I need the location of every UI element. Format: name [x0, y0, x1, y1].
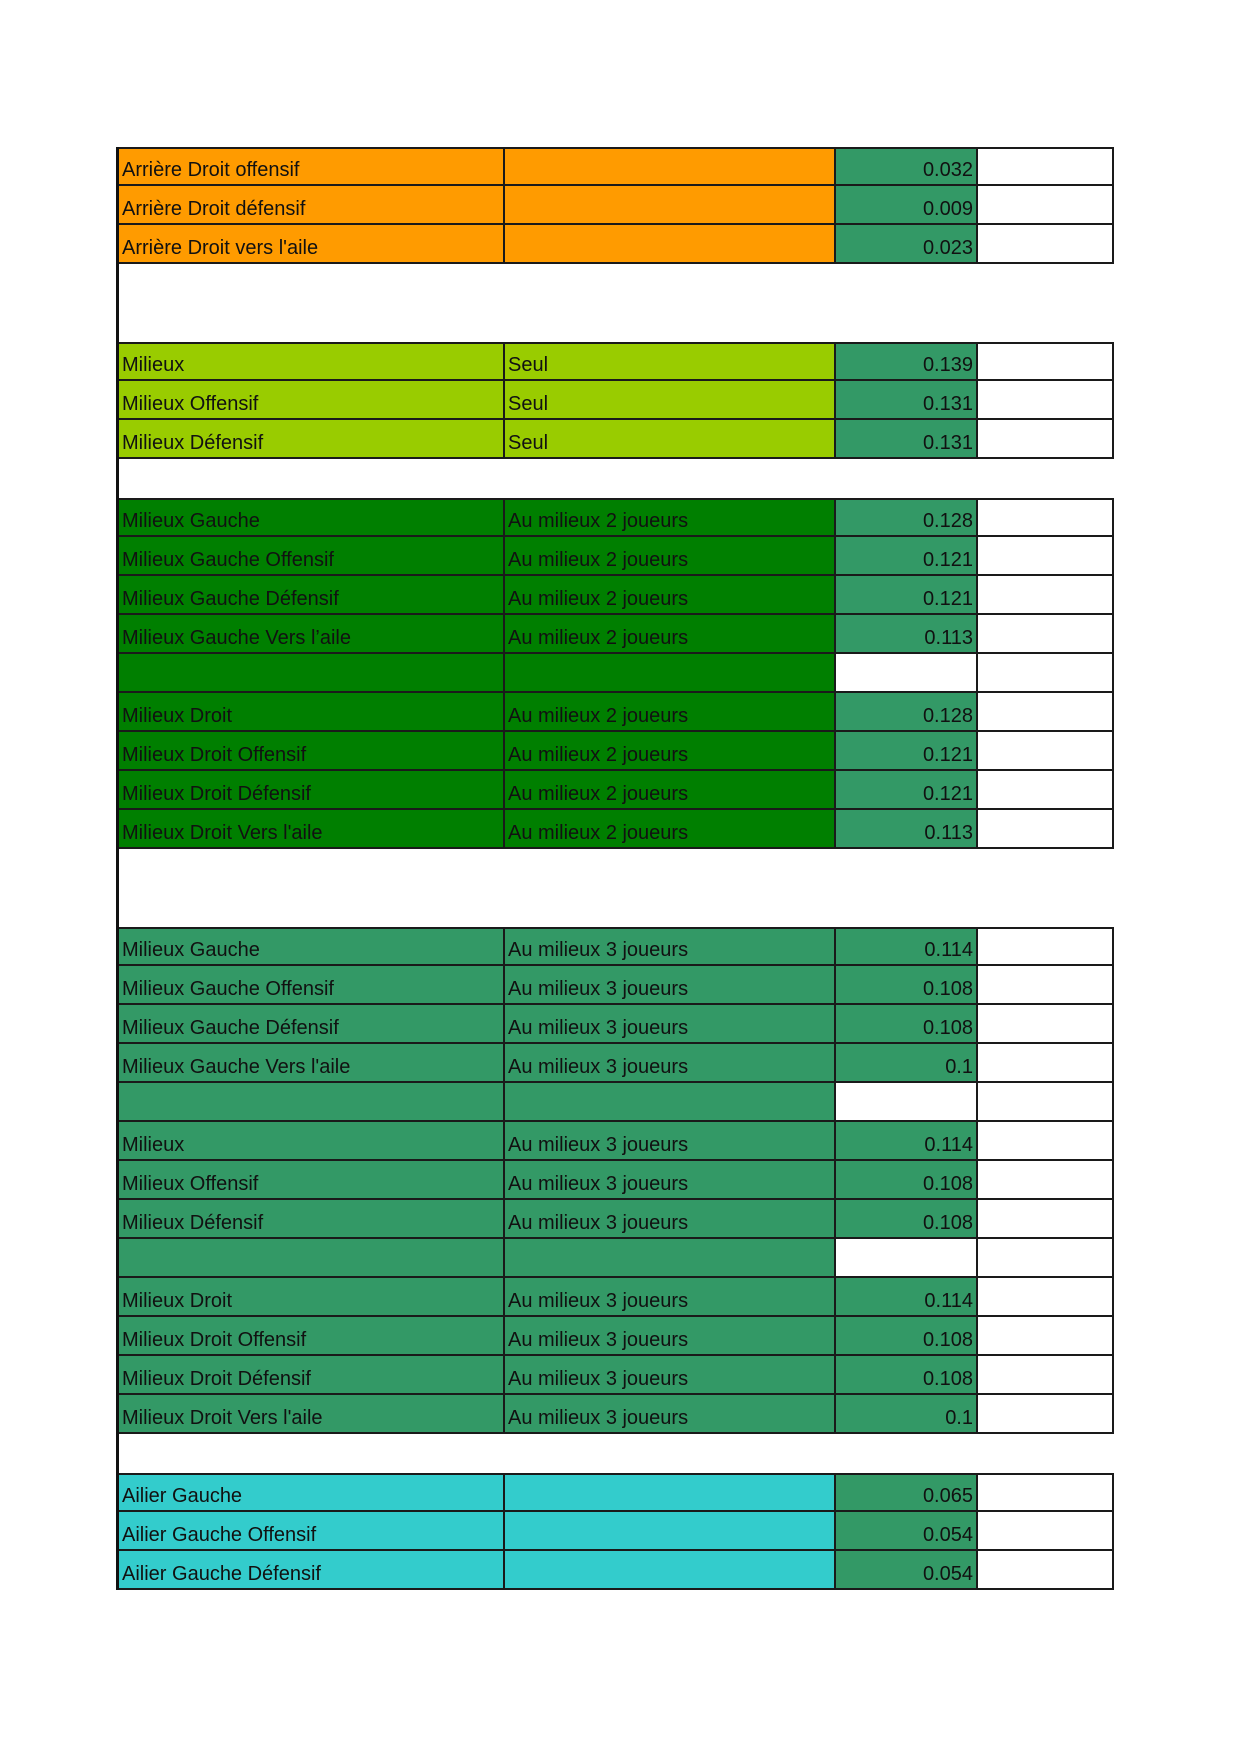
- table-row: [119, 537, 1114, 576]
- cell-valeur[interactable]: 0.009: [836, 186, 978, 223]
- cell-valeur[interactable]: 0.108: [836, 1161, 978, 1198]
- section-milieux-seul: [119, 342, 1114, 459]
- cell-condition[interactable]: Au milieux 3 joueurs: [505, 1122, 836, 1159]
- cell-empty[interactable]: [978, 1239, 1114, 1276]
- cell-poste[interactable]: [119, 1083, 505, 1120]
- table-row: [119, 1044, 1114, 1083]
- cell-valeur[interactable]: 0.113: [836, 615, 978, 652]
- cell-empty[interactable]: [978, 576, 1114, 613]
- cell-empty[interactable]: [978, 149, 1114, 184]
- cell-condition[interactable]: [505, 1239, 836, 1276]
- table-row: [119, 732, 1114, 771]
- blank-row: [119, 264, 1114, 303]
- cell-poste[interactable]: Ailier Gauche: [119, 1475, 505, 1510]
- section-milieux-2-joueurs: [119, 498, 1114, 849]
- cell-empty[interactable]: [978, 1044, 1114, 1081]
- cell-poste[interactable]: Milieux Gauche: [119, 929, 505, 964]
- cell-empty[interactable]: [978, 344, 1114, 379]
- cell-empty[interactable]: [978, 1395, 1114, 1432]
- cell-empty[interactable]: [978, 1122, 1114, 1159]
- table-row: [119, 927, 1114, 966]
- cell-valeur[interactable]: 0.1: [836, 1044, 978, 1081]
- cell-poste[interactable]: Milieux Gauche Vers l’aile: [119, 615, 505, 652]
- table-row: [119, 342, 1114, 381]
- blank-row: [119, 459, 1114, 498]
- table-row: [119, 1239, 1114, 1278]
- cell-empty[interactable]: [978, 186, 1114, 223]
- table-row: [119, 1005, 1114, 1044]
- table-row: [119, 1161, 1114, 1200]
- cell-valeur[interactable]: 0.114: [836, 1278, 978, 1315]
- cell-empty[interactable]: [978, 1512, 1114, 1549]
- cell-valeur[interactable]: 0.054: [836, 1512, 978, 1549]
- cell-valeur[interactable]: 0.054: [836, 1551, 978, 1588]
- cell-valeur[interactable]: 0.121: [836, 537, 978, 574]
- cell-valeur[interactable]: 0.121: [836, 771, 978, 808]
- cell-empty[interactable]: [978, 1551, 1114, 1588]
- cell-valeur[interactable]: 0.108: [836, 1005, 978, 1042]
- cell-valeur[interactable]: 0.121: [836, 576, 978, 613]
- cell-empty[interactable]: [978, 381, 1114, 418]
- table-row: [119, 186, 1114, 225]
- cell-poste[interactable]: Milieux Droit: [119, 1278, 505, 1315]
- cell-condition[interactable]: Au milieux 2 joueurs: [505, 500, 836, 535]
- blank-row: [119, 1434, 1114, 1473]
- cell-condition[interactable]: Au milieux 3 joueurs: [505, 1317, 836, 1354]
- cell-valeur[interactable]: 0.131: [836, 420, 978, 457]
- cell-valeur[interactable]: [836, 1239, 978, 1276]
- cell-valeur[interactable]: 0.114: [836, 1122, 978, 1159]
- cell-empty[interactable]: [978, 654, 1114, 691]
- cell-poste[interactable]: Milieux: [119, 1122, 505, 1159]
- table-row: [119, 381, 1114, 420]
- cell-poste[interactable]: Milieux Défensif: [119, 420, 505, 457]
- cell-poste[interactable]: [119, 654, 505, 691]
- table-row: [119, 225, 1114, 264]
- cell-poste[interactable]: Milieux Offensif: [119, 1161, 505, 1198]
- table-row: [119, 810, 1114, 849]
- cell-valeur[interactable]: 0.131: [836, 381, 978, 418]
- cell-condition[interactable]: Au milieux 3 joueurs: [505, 966, 836, 1003]
- cell-empty[interactable]: [978, 1083, 1114, 1120]
- table-row: [119, 966, 1114, 1005]
- cell-condition[interactable]: Au milieux 2 joueurs: [505, 693, 836, 730]
- cell-poste[interactable]: [119, 1239, 505, 1276]
- cell-valeur[interactable]: [836, 1083, 978, 1120]
- table-row: [119, 1200, 1114, 1239]
- cell-empty[interactable]: [978, 420, 1114, 457]
- cell-poste[interactable]: Milieux Gauche Offensif: [119, 537, 505, 574]
- cell-empty[interactable]: [978, 537, 1114, 574]
- table-row: [119, 1278, 1114, 1317]
- cell-valeur[interactable]: 0.121: [836, 732, 978, 769]
- cell-condition[interactable]: Au milieux 2 joueurs: [505, 537, 836, 574]
- cell-poste[interactable]: Ailier Gauche Offensif: [119, 1512, 505, 1549]
- cell-condition[interactable]: Au milieux 3 joueurs: [505, 1200, 836, 1237]
- table-row: [119, 420, 1114, 459]
- table-row: [119, 1083, 1114, 1122]
- table-row: [119, 1512, 1114, 1551]
- cell-condition[interactable]: [505, 1083, 836, 1120]
- blank-row: [119, 849, 1114, 888]
- cell-valeur[interactable]: 0.139: [836, 344, 978, 379]
- cell-condition[interactable]: [505, 1512, 836, 1549]
- cell-valeur[interactable]: 0.114: [836, 929, 978, 964]
- cell-condition[interactable]: Seul: [505, 344, 836, 379]
- cell-poste[interactable]: Milieux Gauche Défensif: [119, 1005, 505, 1042]
- table-row: [119, 1317, 1114, 1356]
- table-row: [119, 1395, 1114, 1434]
- cell-condition[interactable]: Au milieux 3 joueurs: [505, 1161, 836, 1198]
- cell-condition[interactable]: Au milieux 3 joueurs: [505, 1356, 836, 1393]
- cell-condition[interactable]: [505, 654, 836, 691]
- cell-poste[interactable]: Milieux: [119, 344, 505, 379]
- cell-poste[interactable]: Milieux Gauche: [119, 500, 505, 535]
- table-row: [119, 498, 1114, 537]
- cell-empty[interactable]: [978, 1161, 1114, 1198]
- cell-empty[interactable]: [978, 615, 1114, 652]
- cell-empty[interactable]: [978, 500, 1114, 535]
- cell-condition[interactable]: [505, 1551, 836, 1588]
- cell-poste[interactable]: Milieux Défensif: [119, 1200, 505, 1237]
- cell-valeur[interactable]: 0.1: [836, 1395, 978, 1432]
- cell-poste[interactable]: Milieux Droit Vers l'aile: [119, 1395, 505, 1432]
- cell-poste[interactable]: Milieux Droit Offensif: [119, 732, 505, 769]
- section-arriere-droit: [119, 147, 1114, 264]
- cell-poste[interactable]: Milieux Droit Vers l'aile: [119, 810, 505, 847]
- cell-empty[interactable]: [978, 1200, 1114, 1237]
- table-row: [119, 1122, 1114, 1161]
- table-row: [119, 615, 1114, 654]
- cell-poste[interactable]: Arrière Droit défensif: [119, 186, 505, 223]
- cell-valeur[interactable]: 0.108: [836, 1356, 978, 1393]
- cell-poste[interactable]: Milieux Offensif: [119, 381, 505, 418]
- cell-poste[interactable]: Milieux Droit Offensif: [119, 1317, 505, 1354]
- section-ailier-gauche: [119, 1473, 1114, 1590]
- cell-condition[interactable]: Au milieux 3 joueurs: [505, 929, 836, 964]
- cell-poste[interactable]: Milieux Gauche Offensif: [119, 966, 505, 1003]
- cell-condition[interactable]: Seul: [505, 381, 836, 418]
- blank-row: [119, 888, 1114, 927]
- cell-condition[interactable]: Au milieux 2 joueurs: [505, 615, 836, 652]
- cell-poste[interactable]: Arrière Droit vers l'aile: [119, 225, 505, 262]
- cell-valeur[interactable]: 0.113: [836, 810, 978, 847]
- cell-empty[interactable]: [978, 1278, 1114, 1315]
- cell-empty[interactable]: [978, 966, 1114, 1003]
- cell-valeur[interactable]: 0.032: [836, 149, 978, 184]
- cell-condition[interactable]: Au milieux 2 joueurs: [505, 576, 836, 613]
- cell-valeur[interactable]: 0.108: [836, 1317, 978, 1354]
- cell-condition[interactable]: [505, 1475, 836, 1510]
- cell-valeur[interactable]: 0.128: [836, 693, 978, 730]
- table-row: [119, 1473, 1114, 1512]
- cell-condition[interactable]: Au milieux 3 joueurs: [505, 1005, 836, 1042]
- cell-condition[interactable]: Au milieux 2 joueurs: [505, 732, 836, 769]
- cell-condition[interactable]: [505, 225, 836, 262]
- cell-condition[interactable]: Au milieux 2 joueurs: [505, 771, 836, 808]
- cell-empty[interactable]: [978, 1356, 1114, 1393]
- table-row: [119, 693, 1114, 732]
- cell-empty[interactable]: [978, 225, 1114, 262]
- table-row: [119, 147, 1114, 186]
- cell-empty[interactable]: [978, 732, 1114, 769]
- cell-empty[interactable]: [978, 1317, 1114, 1354]
- cell-condition[interactable]: [505, 186, 836, 223]
- cell-condition[interactable]: Seul: [505, 420, 836, 457]
- table-row: [119, 576, 1114, 615]
- cell-empty[interactable]: [978, 1005, 1114, 1042]
- cell-valeur[interactable]: [836, 654, 978, 691]
- cell-empty[interactable]: [978, 929, 1114, 964]
- cell-poste[interactable]: Milieux Droit Défensif: [119, 1356, 505, 1393]
- cell-condition[interactable]: Au milieux 2 joueurs: [505, 810, 836, 847]
- cell-empty[interactable]: [978, 810, 1114, 847]
- table-row: [119, 771, 1114, 810]
- cell-valeur[interactable]: 0.108: [836, 1200, 978, 1237]
- cell-empty[interactable]: [978, 693, 1114, 730]
- cell-poste[interactable]: Arrière Droit offensif: [119, 149, 505, 184]
- cell-valeur[interactable]: 0.108: [836, 966, 978, 1003]
- table-row: [119, 1356, 1114, 1395]
- cell-valeur[interactable]: 0.023: [836, 225, 978, 262]
- cell-valeur[interactable]: 0.065: [836, 1475, 978, 1510]
- cell-poste[interactable]: Milieux Droit Défensif: [119, 771, 505, 808]
- cell-empty[interactable]: [978, 1475, 1114, 1510]
- cell-poste[interactable]: Ailier Gauche Défensif: [119, 1551, 505, 1588]
- cell-condition[interactable]: Au milieux 3 joueurs: [505, 1395, 836, 1432]
- cell-condition[interactable]: [505, 149, 836, 184]
- cell-poste[interactable]: Milieux Gauche Défensif: [119, 576, 505, 613]
- cell-poste[interactable]: Milieux Gauche Vers l'aile: [119, 1044, 505, 1081]
- table-row: [119, 654, 1114, 693]
- table-row: [119, 1551, 1114, 1590]
- spreadsheet-table: [116, 147, 1114, 1590]
- cell-empty[interactable]: [978, 771, 1114, 808]
- cell-condition[interactable]: Au milieux 3 joueurs: [505, 1278, 836, 1315]
- cell-valeur[interactable]: 0.128: [836, 500, 978, 535]
- blank-row: [119, 303, 1114, 342]
- cell-condition[interactable]: Au milieux 3 joueurs: [505, 1044, 836, 1081]
- cell-poste[interactable]: Milieux Droit: [119, 693, 505, 730]
- section-milieux-3-joueurs: [119, 927, 1114, 1434]
